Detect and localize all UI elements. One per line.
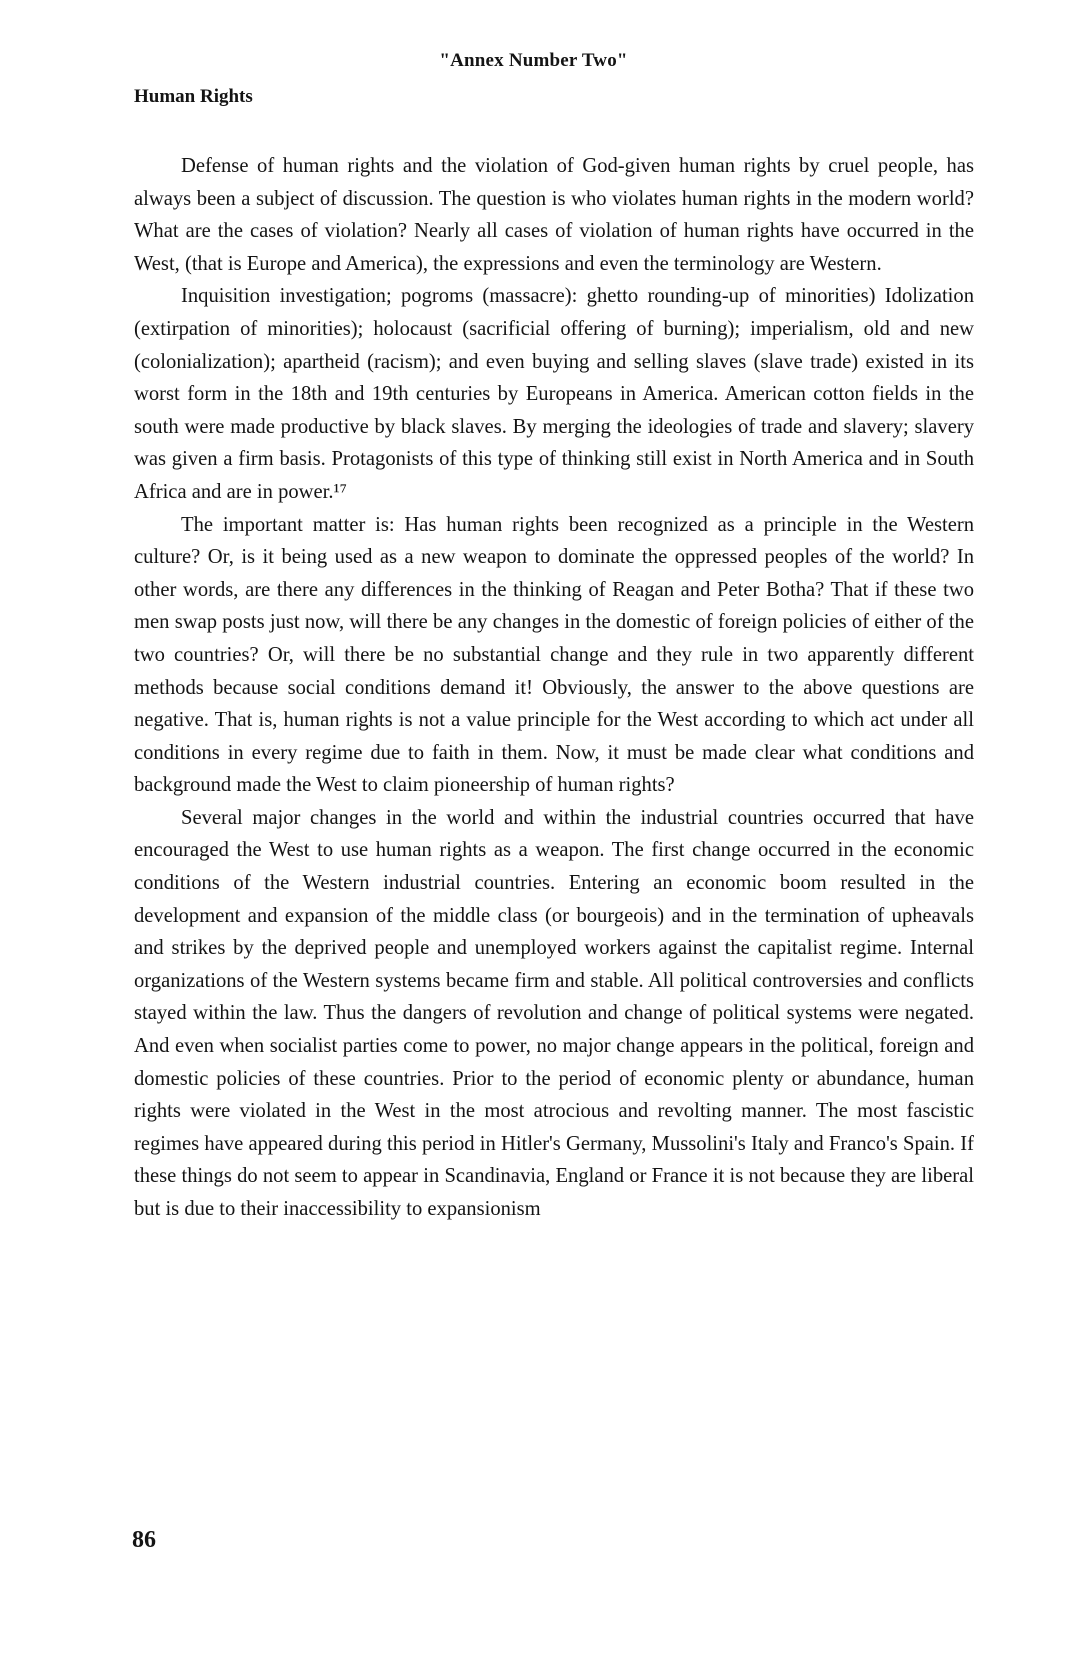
paragraph-3: The important matter is: Has human rights been recognized as a principle in the Western culture? Or, is it being used as a new weapon to dominate the oppressed peoples of the world? In other words, are there any differences in the thinking of Reagan and Peter Botha? That if these two men swap posts just now, will there be any changes in the domestic of foreign policies of either of the two countries? Or, will there be no substantial change and they rule in two apparently different methods because social conditions demand it! Obviously, the answer to the above questions are negative. That is, human rights is not a value principle for the West according to which act under all conditions in every regime due to faith in them. Now, it must be made clear what conditions and background made the West to claim pioneership of human rights? bbox=[134, 513, 974, 797]
section-title: Human Rights bbox=[134, 86, 253, 107]
paragraph-1: Defense of human rights and the violation of God-given human rights by cruel people, has always been a subject of discussion. The question is who violates human rights in the modern world? What are the cases of violation? Nearly all cases of violation of human rights have occurred in the West, (that is Europe and America), the expressions and even the terminology are Western. bbox=[134, 155, 974, 275]
paragraph-4: Several major changes in the world and within the industrial countries occurred that have encouraged the West to use human rights as a weapon. The first change occurred in the economic conditions of the Western industrial countries. Entering an economic boom resulted in the development and expansion of the middle class (or bourgeois) and in the termination of upheavals and strikes by the deprived people and unemployed workers against the capitalist regime. Internal organizations of the Western systems became firm and stable. All political controversies and conflicts stayed within the law. Thus the dangers of revolution and change of political systems were negated. And even when socialist parties come to power, no major change appears in the political, foreign and domestic policies of these countries. Prior to the period of economic plenty or abundance, human rights were violated in the West in the most atrocious and revolting manner. The most fascistic regimes have appeared during this period in Hitler's Germany, Mussolini's Italy and Franco's Spain. If these things do not seem to appear in Scandinavia, England or France it is not because they are liberal but is due to their inaccessibility to expansionism bbox=[134, 806, 974, 1220]
body-text bbox=[134, 150, 974, 1226]
running-head: "Annex Number Two" bbox=[439, 50, 628, 71]
page-number: 86 bbox=[132, 1527, 156, 1553]
paragraph-2: Inquisition investigation; pogroms (massacre): ghetto rounding-up of minorities) Idolization (extirpation of minorities); holocaust (sacrificial offering of burning); imperialism, old and new (colonialization); apartheid (racism); and even buying and selling slaves (slave trade) existed in its worst form in the 18th and 19th centuries by Europeans in America. American cotton fields in the south were made productive by black slaves. By merging the ideologies of trade and slavery; slavery was given a firm basis. Protagonists of this type of thinking still exist in North America and in South Africa and are in power.¹⁷ bbox=[134, 285, 974, 503]
